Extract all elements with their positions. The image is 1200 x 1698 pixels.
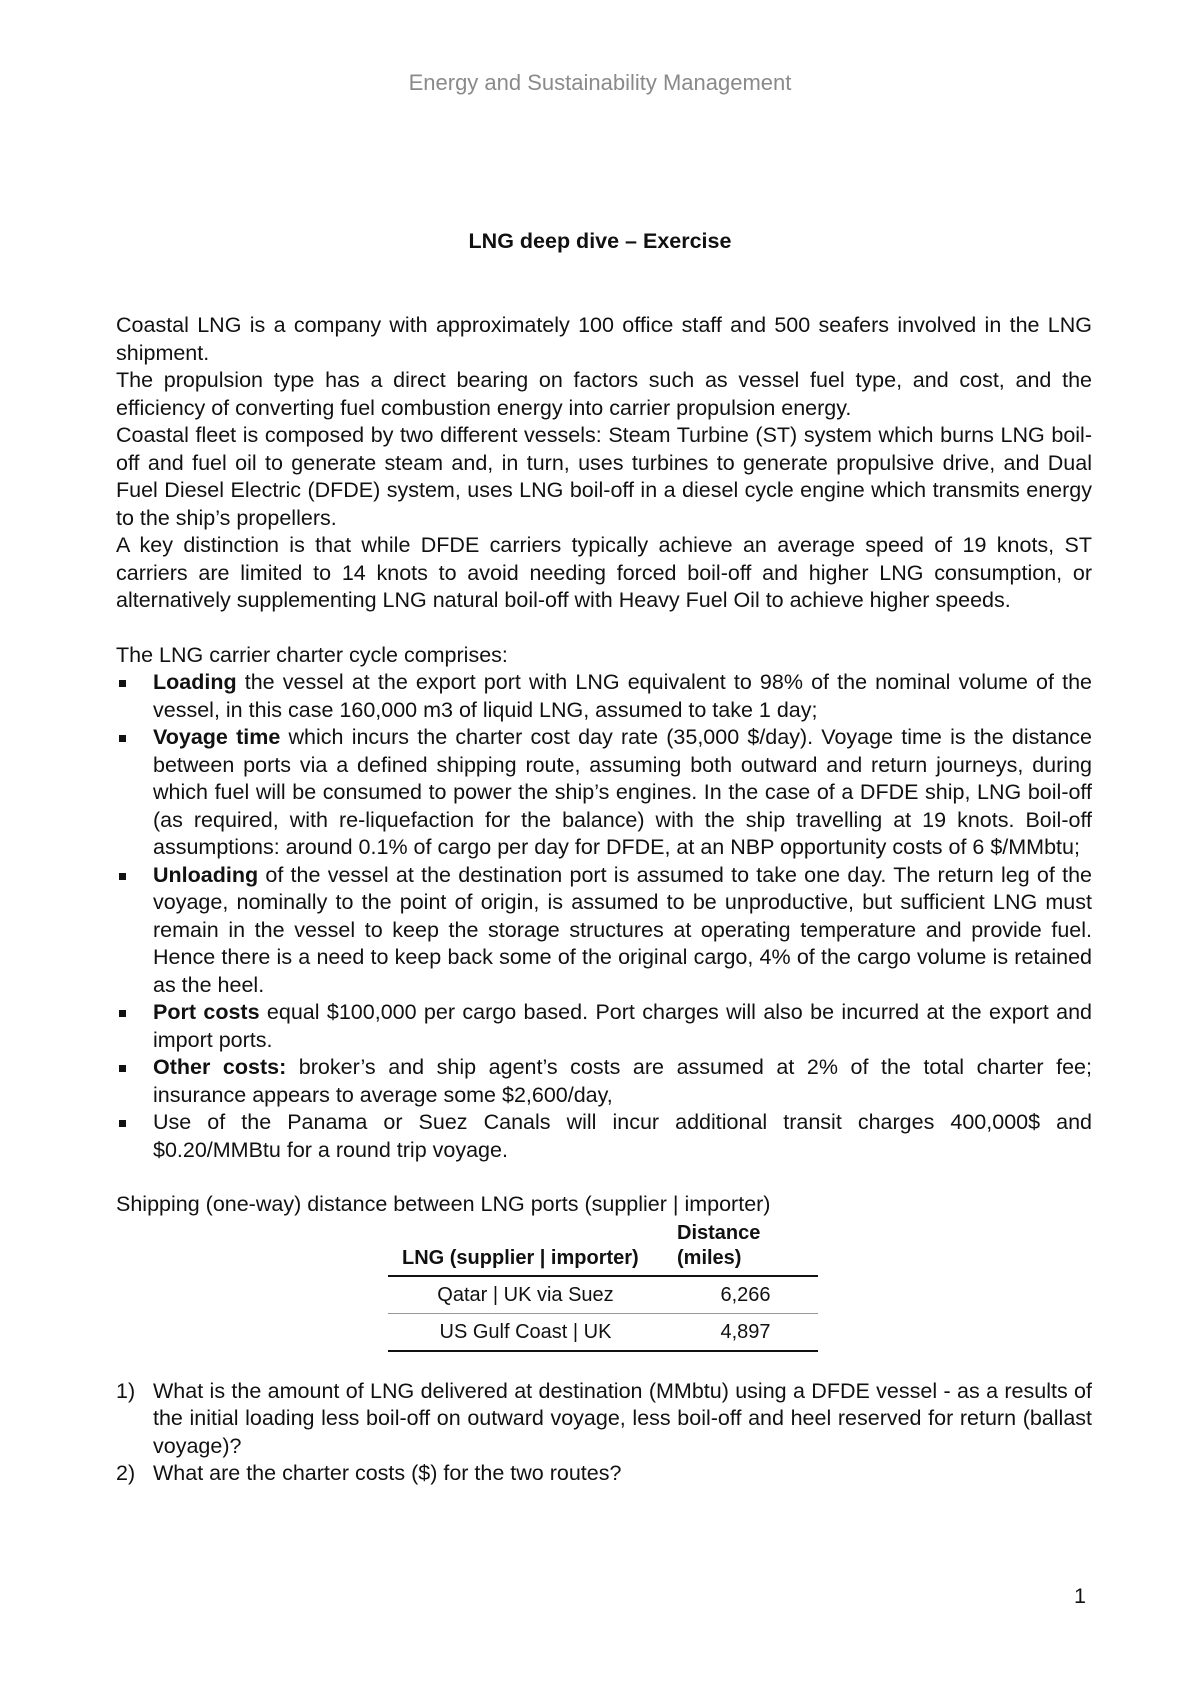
table-cell-distance: 4,897 bbox=[663, 1313, 818, 1351]
question-list bbox=[116, 1378, 1092, 1488]
page-number: 1 bbox=[1074, 1584, 1086, 1608]
intro-paragraph: Coastal LNG is a company with approximately 100 office staff and 500 seafers involved in the LNG shipment. bbox=[116, 313, 1092, 365]
item-text: of the vessel at the destination port is assumed to take one day. The return leg of the voyage, nominally to the point of origin, is assumed to be unproductive, but sufficient LNG must remain in the vessel to keep the storage structures at operating temperature and provide fuel. Hence there is a need to keep back some of the original cargo, 4% of the cargo volume is retained as the heel. bbox=[153, 862, 1092, 997]
column-header-route: LNG (supplier | importer) bbox=[388, 1221, 663, 1276]
item-term: Port costs bbox=[153, 1000, 260, 1024]
question-text: What is the amount of LNG delivered at destination (MMbtu) using a DFDE vessel - as a results of the initial loading less boil-off on outward voyage, less boil-off and heel reserved for return (ballast voyage)? bbox=[153, 1378, 1092, 1458]
intro-paragraph: Coastal fleet is composed by two different vessels: Steam Turbine (ST) system which burns LNG boil-off and fuel oil to generate steam and, in turn, uses turbines to generate propulsive drive, and Dual Fuel Diesel Electric (DFDE) system, uses LNG boil-off in a diesel cycle engine which transmits energy to the ship’s propellers. bbox=[116, 423, 1092, 530]
charter-cycle-list bbox=[116, 669, 1092, 1164]
table-row bbox=[388, 1276, 818, 1314]
bullet-icon bbox=[119, 680, 126, 687]
item-term: Unloading bbox=[153, 862, 259, 887]
table-cell-route: US Gulf Coast | UK bbox=[388, 1313, 663, 1351]
item-text: the vessel at the export port with LNG equivalent to 98% of the nominal volume of the vessel, in this case 160,000 m3 of liquid LNG, assumed to take 1 day; bbox=[153, 670, 1092, 722]
table-caption: Shipping (one-way) distance between LNG ports (supplier | importer) bbox=[116, 1192, 771, 1216]
distance-table-wrapper bbox=[388, 1221, 818, 1352]
bullet-icon bbox=[119, 1120, 126, 1127]
table-header-row bbox=[388, 1221, 818, 1276]
question-item bbox=[116, 1378, 1092, 1461]
cycle-intro: The LNG carrier charter cycle comprises: bbox=[116, 642, 508, 667]
question-number: 2) bbox=[116, 1461, 136, 1485]
bullet-icon bbox=[119, 1010, 126, 1017]
list-item bbox=[116, 1109, 1092, 1164]
item-text: which incurs the charter cost day rate (35,000 $/day). Voyage time is the distance between ports via a defined shipping route, assuming both outward and return journeys, during which fuel will be consumed to power the ship’s engines. In the case of a DFDE ship, LNG boil-off (as required, with re-liquefaction for the balance) with the ship travelling at 19 knots. Boil-off assumptions: around 0.1% of cargo per day for DFDE, at an NBP opportunity costs of 6 $/MMbtu; bbox=[153, 725, 1092, 859]
list-item bbox=[116, 999, 1092, 1054]
item-text: broker’s and ship agent’s costs are assumed at 2% of the total charter fee; insurance appears to average some $2,600/day, bbox=[153, 1055, 1092, 1107]
intro-paragraph: A key distinction is that while DFDE carriers typically achieve an average speed of 19 knots, ST carriers are limited to 14 knots to avoid needing forced boil-off and higher LNG consumption, or alternatively supplementing LNG natural boil-off with Heavy Fuel Oil to achieve higher speeds. bbox=[116, 533, 1092, 612]
document-title: LNG deep dive – Exercise bbox=[468, 229, 732, 253]
column-header-distance: Distance (miles) bbox=[663, 1221, 818, 1276]
question-number: 1) bbox=[116, 1378, 136, 1403]
item-term: Other costs: bbox=[153, 1055, 287, 1079]
document-body bbox=[116, 312, 1092, 1488]
running-header: Energy and Sustainability Management bbox=[408, 70, 792, 95]
bullet-icon bbox=[119, 873, 126, 880]
item-text: equal $100,000 per cargo based. Port charges will also be incurred at the export and import ports. bbox=[153, 1000, 1093, 1052]
question-text: What are the charter costs ($) for the two routes? bbox=[153, 1461, 622, 1485]
list-item bbox=[116, 724, 1092, 862]
question-item bbox=[116, 1460, 1092, 1488]
distance-table bbox=[388, 1221, 818, 1352]
bullet-icon bbox=[119, 1065, 126, 1072]
table-cell-route: Qatar | UK via Suez bbox=[388, 1276, 663, 1314]
bullet-icon bbox=[119, 735, 126, 742]
intro-paragraph: The propulsion type has a direct bearing on factors such as vessel fuel type, and cost, and the efficiency of converting fuel combustion energy into carrier propulsion energy. bbox=[116, 368, 1092, 420]
table-cell-distance: 6,266 bbox=[663, 1276, 818, 1314]
item-text: Use of the Panama or Suez Canals will incur additional transit charges 400,000$ and $0.20/MMBtu for a round trip voyage. bbox=[153, 1110, 1092, 1162]
list-item bbox=[116, 862, 1092, 1000]
list-item bbox=[116, 669, 1092, 724]
item-term: Loading bbox=[153, 670, 237, 694]
table-row bbox=[388, 1313, 818, 1351]
item-term: Voyage time bbox=[153, 725, 281, 749]
list-item bbox=[116, 1054, 1092, 1109]
